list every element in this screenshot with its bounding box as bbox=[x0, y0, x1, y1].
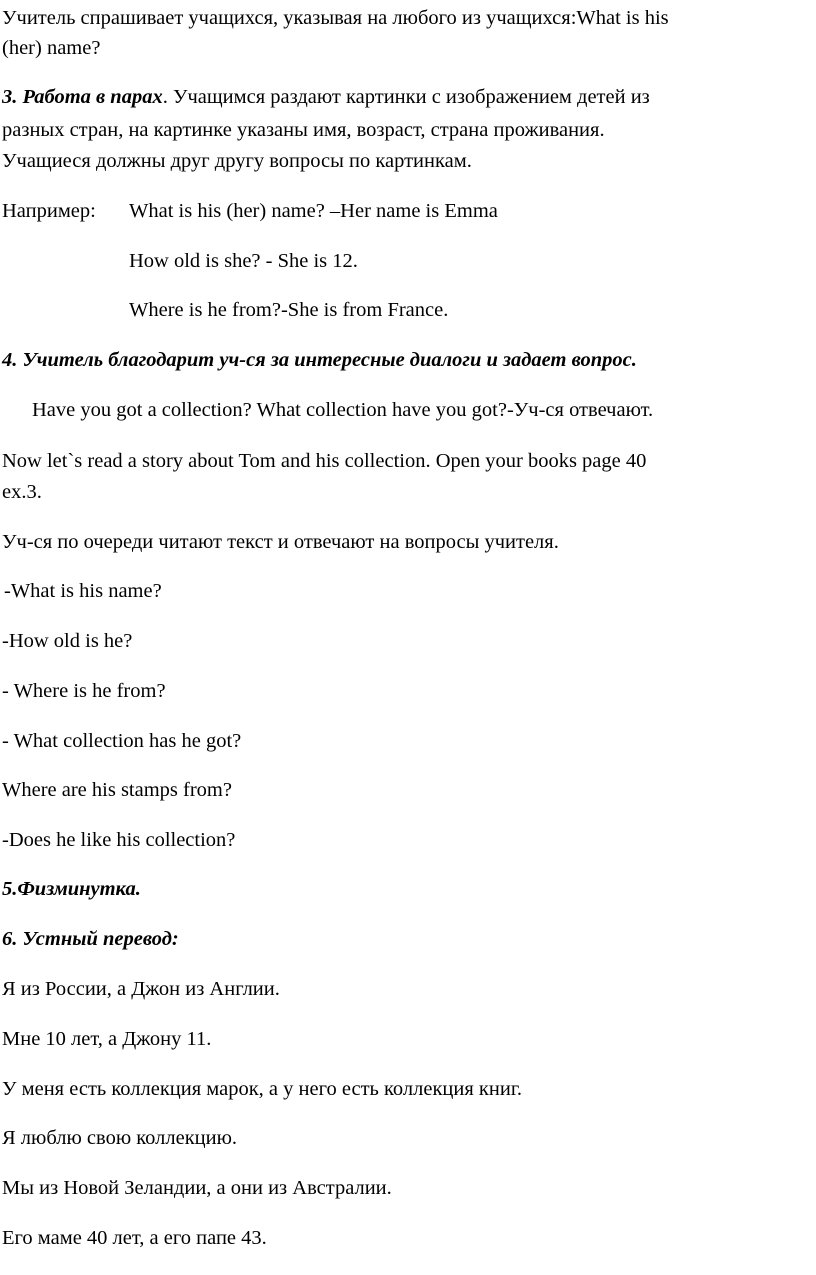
translation-sentence: Мы из Новой Зеландии, а они из Австралии. bbox=[2, 1177, 392, 1199]
translation-sentence: Я люблю свою коллекцию. bbox=[2, 1127, 238, 1149]
translation-sentence: У меня есть коллекция марок, а у него есть коллекция книг. bbox=[2, 1078, 523, 1100]
section-4-heading: 4. Учитель благодарит уч-ся за интересные диалоги и задает вопрос. bbox=[2, 349, 637, 371]
section-4-task: Уч-ся по очереди читают текст и отвечают на вопросы учителя. bbox=[2, 531, 559, 553]
section-6-heading: 6. Устный перевод: bbox=[2, 928, 179, 950]
translation-sentence: Его маме 40 лет, а его папе 43. bbox=[2, 1227, 267, 1249]
example-label: Например: bbox=[2, 200, 96, 222]
section-5-heading: 5.Физминутка. bbox=[2, 878, 141, 900]
translation-sentence: Мне 10 лет, а Джону 11. bbox=[2, 1028, 212, 1050]
example-text-2: How old is she? - She is 12. bbox=[129, 250, 358, 272]
section-4-reading-line-1: Now let`s read a story about Tom and his collection. Open your books page 40 bbox=[2, 450, 647, 472]
example-text-1: What is his (her) name? –Her name is Emma bbox=[129, 200, 498, 222]
intro-line-1: Учитель спрашивает учащихся, указывая на любого из учащихся:What is his bbox=[2, 7, 669, 29]
question-item: -What is his name? bbox=[4, 580, 162, 602]
section-3-line-2: разных стран, на картинке указаны имя, возраст, страна проживания. bbox=[2, 119, 605, 141]
section-3-line-1 bbox=[2, 82, 810, 112]
example-text-3: Where is he from?-She is from France. bbox=[129, 299, 449, 321]
section-3-heading: 3. Работа в парах bbox=[2, 86, 163, 108]
intro-line-2: (her) name? bbox=[2, 37, 101, 59]
question-item: Where are his stamps from? bbox=[2, 779, 232, 801]
translation-sentence: Я из России, а Джон из Англии. bbox=[2, 978, 280, 1000]
section-3-line-3: Учащиеся должны друг другу вопросы по картинкам. bbox=[2, 150, 472, 172]
question-item: - What collection has he got? bbox=[2, 730, 242, 752]
question-item: -Does he like his collection? bbox=[2, 829, 236, 851]
question-item: -How old is he? bbox=[2, 630, 133, 652]
question-item: - Where is he from? bbox=[2, 680, 166, 702]
section-4-reading-line-2: ex.3. bbox=[2, 481, 42, 503]
section-4-question: Have you got a collection? What collection have you got?-Уч-ся отвечают. bbox=[32, 399, 654, 421]
section-3-text-start: . Учащимся раздают картинки с изображением детей из bbox=[162, 86, 650, 108]
